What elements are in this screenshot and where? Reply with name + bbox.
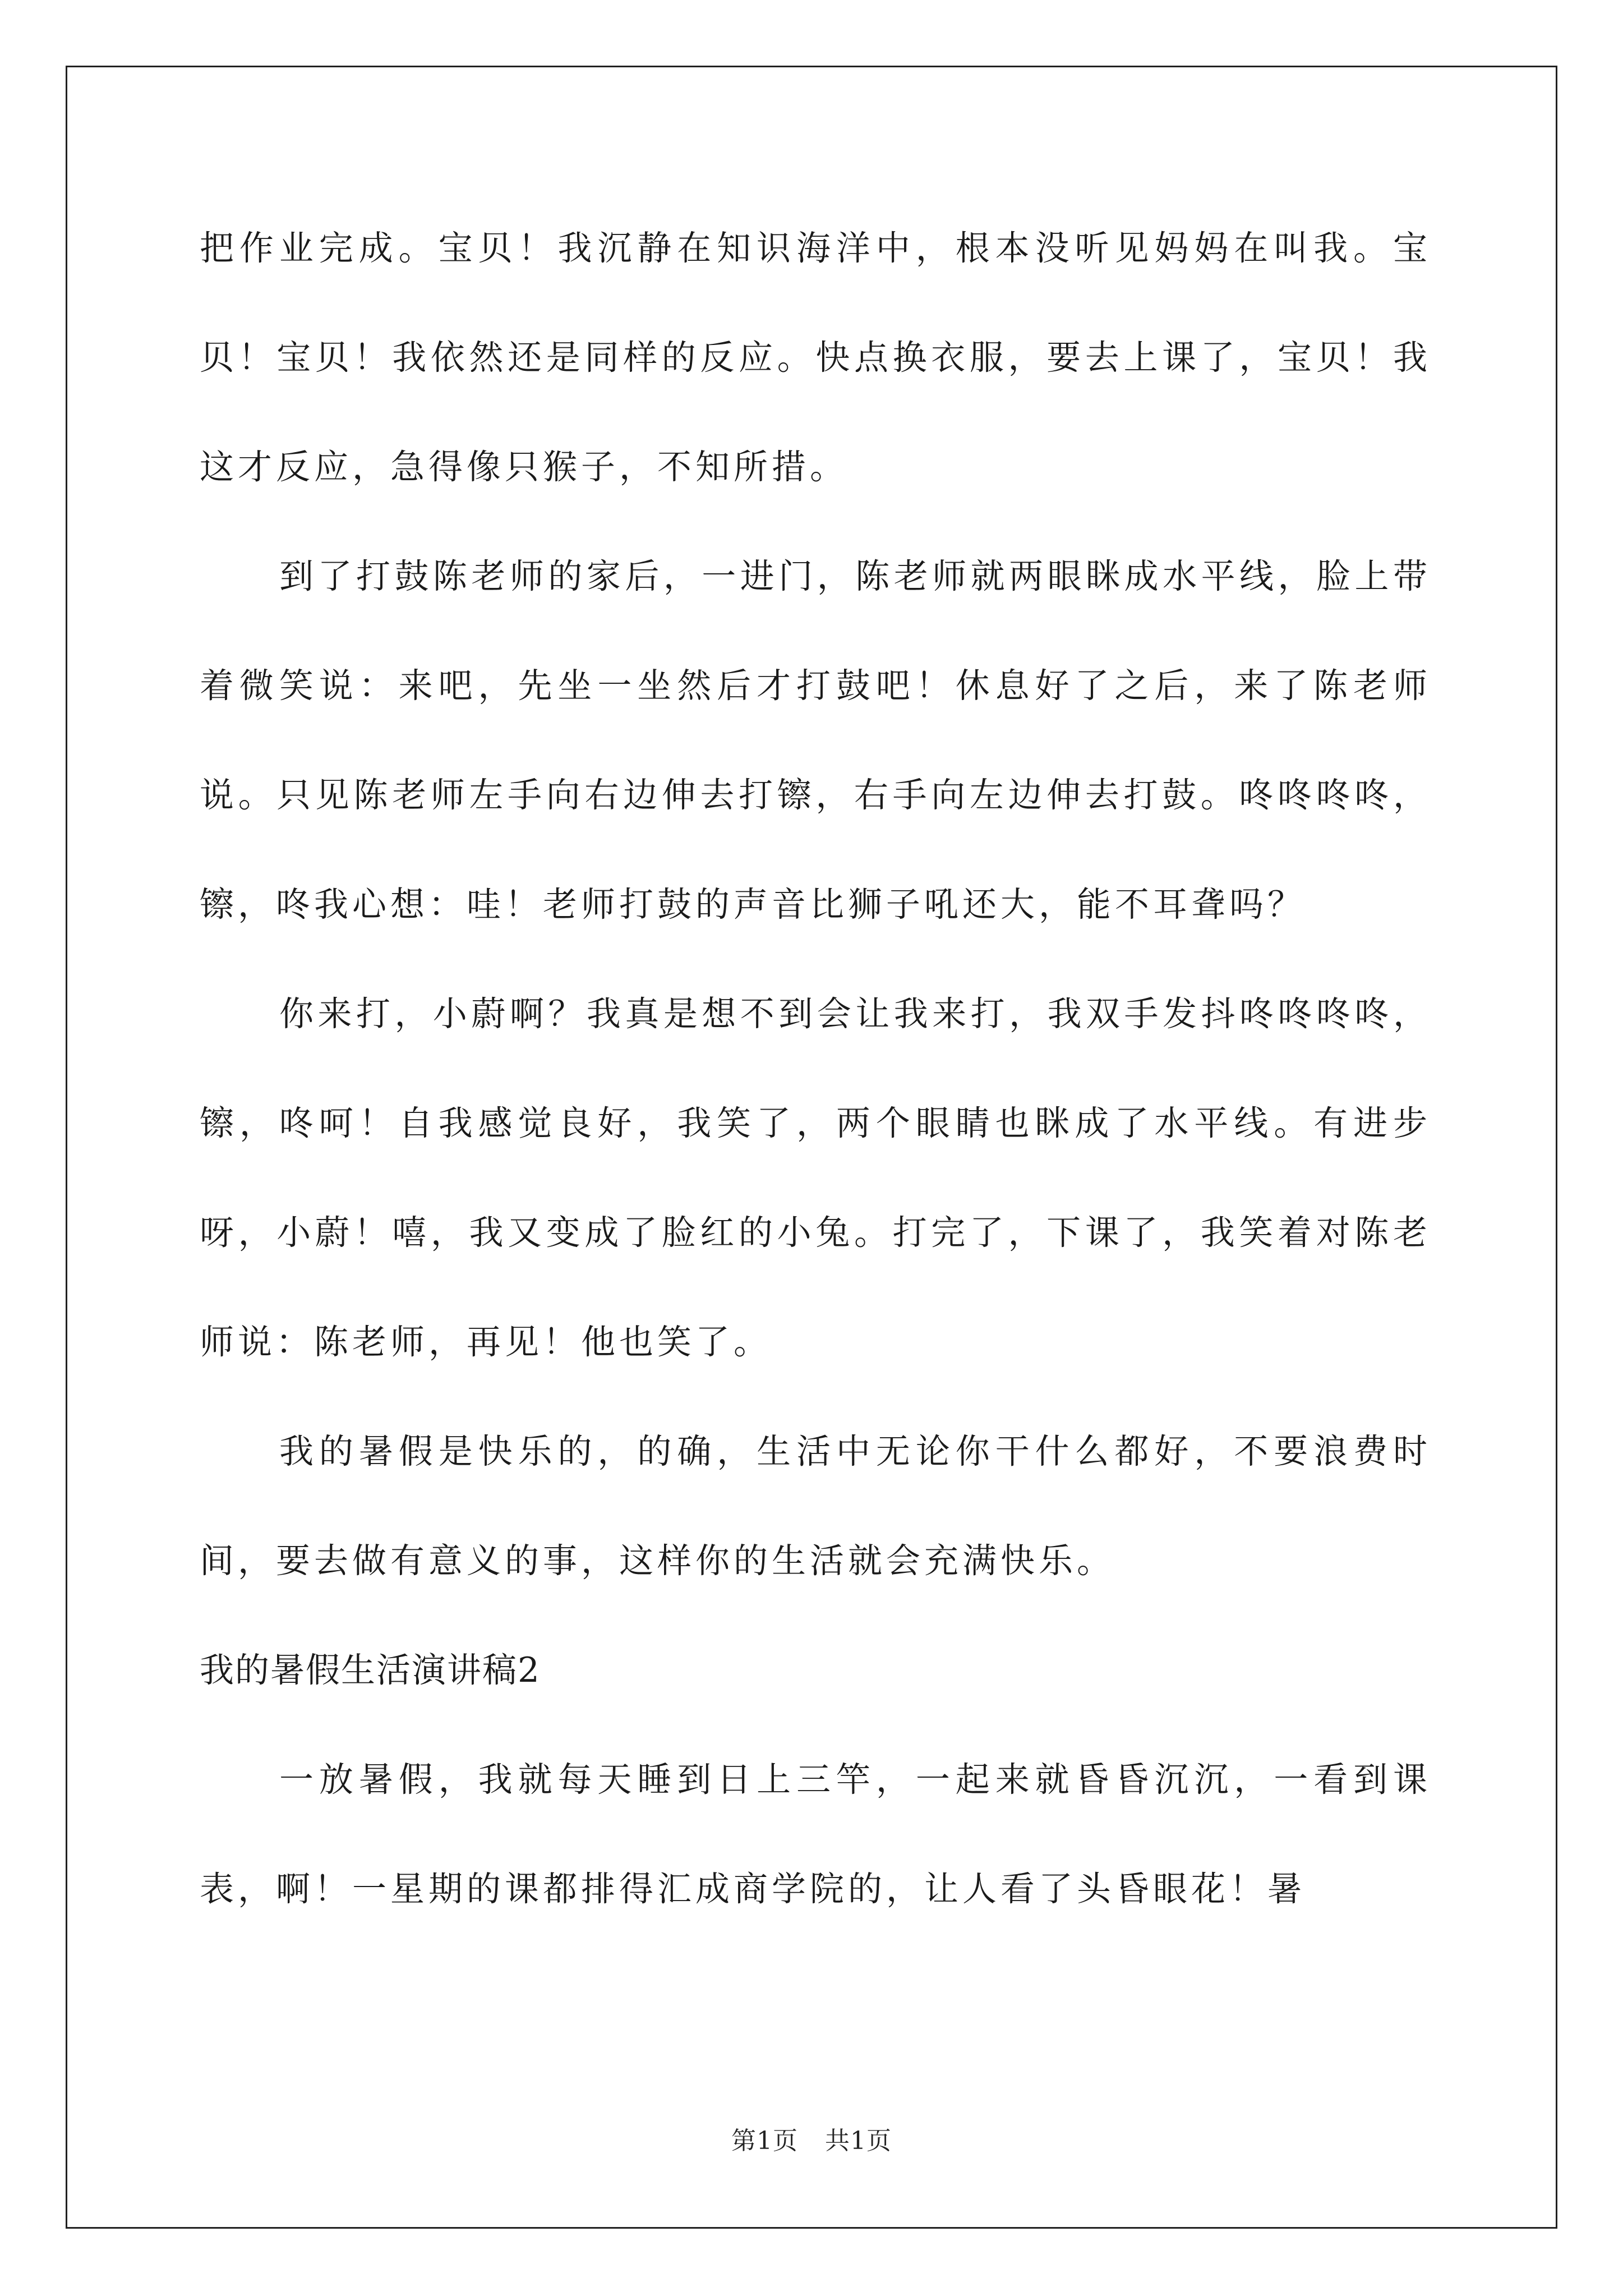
paragraph-3: 你来打，小蔚啊？我真是想不到会让我来打，我双手发抖咚咚咚咚，镲，咚呵！自我感觉良好，我笑了，两个眼睛也眯成了水平线。有进步呀，小蔚！嘻，我又变成了脸红的小兔。打完了，下课了，我笑着对陈老师说：陈老师，再见！他也笑了。 [200, 994, 1431, 1362]
paragraph-5: 一放暑假，我就每天睡到日上三竿，一起来就昏昏沉沉，一看到课表，啊！一星期的课都排得汇成商学院的，让人看了头昏眼花！暑 [200, 1760, 1431, 1909]
page-number: 第1页 [731, 2127, 798, 2155]
document-body [200, 194, 1431, 1944]
section-heading: 我的暑假生活演讲稿2 [200, 1650, 541, 1690]
paragraph-2: 到了打鼓陈老师的家后，一进门，陈老师就两眼眯成水平线，脸上带着微笑说：来吧，先坐一坐然后才打鼓吧！休息好了之后，来了陈老师说。只见陈老师左手向右边伸去打镲，右手向左边伸去打鼓。咚咚咚咚，镲，咚我心想：哇！老师打鼓的声音比狮子吼还大，能不耳聋吗？ [200, 556, 1431, 924]
page-total: 共1页 [825, 2127, 892, 2155]
page-footer [0, 2120, 1623, 2156]
paragraph-4: 我的暑假是快乐的，的确，生活中无论你干什么都好，不要浪费时间，要去做有意义的事，这样你的生活就会充满快乐。 [200, 1432, 1431, 1581]
paragraph-1: 把作业完成。宝贝！我沉静在知识海洋中，根本没听见妈妈在叫我。宝贝！宝贝！我依然还是同样的反应。快点换衣服，要去上课了，宝贝！我这才反应，急得像只猴子，不知所措。 [200, 228, 1431, 487]
